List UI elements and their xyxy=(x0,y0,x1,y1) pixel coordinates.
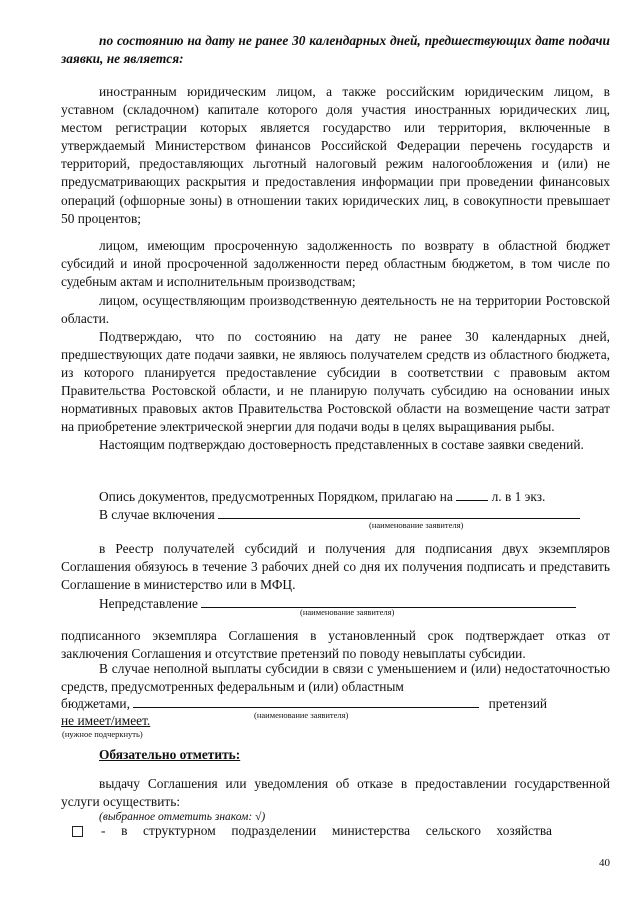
option-checkbox[interactable] xyxy=(72,826,83,837)
paragraph-issue: выдачу Соглашения или уведомления об отказе в предоставлении государственной услуги осуществить: xyxy=(61,776,610,810)
paragraph-registry: в Реестр получателей субсидий и получения для подписания двух экземпляров Соглашения обязуюсь в течение 3 рабочих дней со дня их получения подписать и представить Соглашение в министерство или в МФЦ. xyxy=(61,541,610,593)
paragraph-overdue-debt: лицом, имеющим просроченную задолженность по возврату в областной бюджет субсидий и иной просроченной задолженности перед областным бюджетом, в том числе по судебным актам и исполнительным производствам; xyxy=(61,238,610,290)
paragraph-foreign-entity: иностранным юридическим лицом, а также российским юридическим лицом, в уставном (складочном) капитале которого доля участия иностранных юридических лиц, местом регистрации которых является государство или территория, включенные в утверждаемый Министерством финансов Российской Федерации перечень государств и территорий, предоставляющих льготный налоговый режим налогообложения и (или) не предусматривающих раскрытия и предоставления информации при проведении финансовых операций (офшорные зоны) в отношении таких юридических лиц, в совокупности превышает 50 процентов; xyxy=(61,84,610,226)
inventory-suffix: л. в 1 экз. xyxy=(491,489,546,504)
inventory-prefix: Опись документов, предусмотренных Порядком, прилагаю на xyxy=(99,489,453,504)
claims-word: претензий xyxy=(488,696,548,711)
applicant-name-field-1[interactable] xyxy=(218,505,580,519)
section-heading: по состоянию на дату не ранее 30 календарных дней, предшествующих дате подачи заявки, не является: xyxy=(61,33,610,67)
inventory-line xyxy=(61,487,640,506)
budgets-prefix: бюджетами, xyxy=(61,696,130,711)
option-word: подразделении xyxy=(231,823,317,838)
nonsubmission-prefix: Непредставление xyxy=(99,596,199,611)
option-row-structural-unit xyxy=(72,822,552,840)
option-word: структурном xyxy=(143,823,216,838)
option-word: - xyxy=(101,823,106,838)
sheet-count-field[interactable] xyxy=(456,487,488,501)
applicant-caption-1: (наименование заявителя) xyxy=(369,520,464,530)
option-word: в xyxy=(121,823,128,838)
applicant-caption-2: (наименование заявителя) xyxy=(300,607,395,617)
applicant-name-field-3[interactable] xyxy=(133,694,479,708)
option-word: сельского xyxy=(425,823,481,838)
must-note-heading: Обязательно отметить: xyxy=(99,747,241,762)
applicant-name-field-2[interactable] xyxy=(201,594,576,608)
underline-caption: (нужное подчеркнуть) xyxy=(62,729,143,739)
paragraph-reliability: Настоящим подтверждаю достоверность представленных в составе заявки сведений. xyxy=(99,437,584,452)
choose-note: (выбранное отметить знаком: √) xyxy=(99,811,266,823)
paragraph-confirmation: Подтверждаю, что по состоянию на дату не ранее 30 календарных дней, предшествующих дате подачи заявки, не являюсь получателем средств из областного бюджета, из которого планируется предоставление субсидии в соответствии с правовым актом Правительства Ростовской области, и не планирую получать субсидию на основании иных нормативных правовых актов Правительства Ростовской области на возмещение части затрат на приобретение электрической энергии для подачи воды в целях выращивания рыбы. xyxy=(61,329,610,435)
applicant-caption-3: (наименование заявителя) xyxy=(254,710,349,720)
option-word: министерства xyxy=(331,823,411,838)
inclusion-prefix: В случае включения xyxy=(99,507,215,522)
page-number: 40 xyxy=(599,857,610,869)
inclusion-line xyxy=(61,505,640,524)
paragraph-refusal: подписанного экземпляра Соглашения в установленный срок подтверждает отказ от заключения Соглашения и отсутствие претензий по поводу невыплаты субсидии. xyxy=(61,628,610,662)
paragraph-rostov-territory: лицом, осуществляющим производственную деятельность не на территории Ростовской области. xyxy=(61,293,610,327)
has-not-option[interactable]: не имеет/имеет. xyxy=(61,713,151,728)
option-word: хозяйства xyxy=(496,823,552,838)
paragraph-partial-payment: В случае неполной выплаты субсидии в связи с уменьшением и (или) недостаточностью средств, предусмотренных федеральным и (или) областным xyxy=(61,661,610,695)
option-text xyxy=(101,822,552,840)
